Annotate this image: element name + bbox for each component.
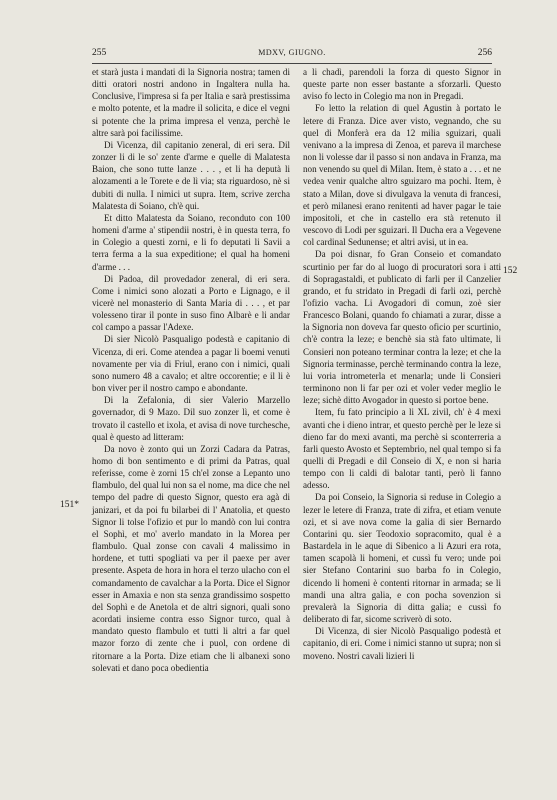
paragraph: Da poi disnar, fo Gran Conseio et comandato scurtinio per far do al luogo di procuratori sora i atti di Sopragastaldi, et publicato di farli per il Canzelier grando, et fu stridato in Pregadi di farli ozi, perchè l'ofizio vacha. Li Avogadori di comun, zoè sier Francesco Bolani, quando fo chiamati a zurar, disse a la Signoria non doveva far questo oficio per scurtinio, ch'è contra la leze; e benchè sia stà fato ultimate, li Consieri non poteano terminar contra la leze; et che la Signoria terminasse, perchè terminando contra la leze, lui voria intrometerla et menarla; unde li Consieri terminono non li far per ozi et voler veder meglio le leze; sichè ditto Avogador in questo si portoe bene. xyxy=(303,249,501,406)
page-number-left: 255 xyxy=(92,48,107,58)
paragraph: Et ditto Malatesta da Soiano, reconduto con 100 homeni d'arme a' stipendii nostri, è in questa terra, fo in Colegio a questi zorni, e li fo deputati li Savii a terra ferma a la sua expeditione; el qual ha homeni d'arme . . . xyxy=(92,212,290,272)
paragraph: a li chadì, parendoli la forza di questo Signor in queste parte non esser bastante a sforzarli. Questo aviso fo lecto in Colegio ma non in Pregadi. xyxy=(303,67,501,102)
margin-number-left: 151* xyxy=(60,500,79,510)
running-header xyxy=(92,48,492,62)
paragraph: Da poi Conseio, la Signoria si reduse in Colegio a lezer le letere di Franza, trate di zifra, et etiam venute ozi, et si ave nova come la galia di sier Bernardo Contarini qu. sier Teodoxio sopracomito, qual è a Bastardela in le aque di Sibenico a li Azuri era rota, tamen scapolà li homeni, et cussì fu vero; unde poi sier Stefano Contarini suo barba fo in Colegio, dicendo li homeni è contenti ritornar in armada; se li mandi una altra galia, e con pocha sovenzion si prevalerà la Signoria di ditta galia; e cussì fo deliberato di far, sicome scriverò di soto. xyxy=(303,492,501,625)
paragraph: Di la Zefalonia, di sier Valerio Marzello governador, di 9 Mazo. Dil suo zonzer lì, et come è trovato il castello et ixola, et avisa di nove turchesche, qual è questo ad litteram: xyxy=(92,395,290,442)
paragraph: et starà justa i mandati di la Signoria nostra; tamen di ditti oratori nostri andono in Ingaltera nulla ha. Conclusive, l'impresa si fa per Italia e sarà prestissima e molto potente, et la madre il solicita, e dice el vegni si potente che la prima impresa el venza, perchè le altre sarà poi facilissime. xyxy=(92,67,290,138)
margin-number-right: 152 xyxy=(503,266,518,276)
paragraph: Di sier Nicolò Pasqualigo podestà e capitanio di Vicenza, di eri. Come atendea a pagar li boemi venuti novamente per via di Friul, erano con i nimici, quali sono numero 48 a cavalo; et altre occorentie; e il li è bon viver per il nostro campo e abondante. xyxy=(92,334,290,394)
running-title: MDXV, GIUGNO. xyxy=(258,48,326,57)
paragraph: Di Vicenza, dil capitanio zeneral, di eri sera. Dil zonzer li di le so' zente d'arme e quelle di Malatesta Baion, che sono tutte lanze . . . , et li ha deputà li alozamenti a le Torete e de lì via; sta riguardoso, nè si dubiti di nulla. I nimici ut supra. Item, scrive zercha Malatesta di Soiano, ch'è qui. xyxy=(92,139,290,211)
paragraph: Da novo è zonto qui un Zorzi Cadara da Patras, homo di bon sentimento e di primi da Patras, qual referisse, come è zorni 15 ch'el zonse a Lepanto uno flambulo, del qual lui non sa el nome, ma dice che nel tempo del padre di questo Signor, questo era agà di janizari, et da poi fu bilarbei di l' Anatolia, et questo Signor li tolse l'ofizio et pur lo mandò con lui contra el Sophì, et mo' averlo mandato in la Morea per flambulo. Qual zonse con cavali 4 malissimo in hordene, et tutti spogliati va per il paexe per aver presente. Aspeta de hora in hora el terzo ulacho con el comandamento de cavalchar a la Porta. Dice el Signor esser in Amaxia e non sta senza grandissimo sospetto del Sophì e de Anetola et de altri signori, quali sono acordati insieme contra esso Signor turco, qual à mandato questo flambulo et tutti li altri a far quel mazor forzo di zente che i puol, con ordene di ritornare a la Porta. Dize etiam che li albanexi sono solevati et dano poca obedientia xyxy=(92,443,290,673)
header-rule xyxy=(92,63,492,64)
left-column xyxy=(92,66,290,674)
paragraph: Item, fu fato principio a li XL zivil, ch' è 4 mexi avanti che i dieno intrar, et questo perchè per le leze si dieno far do mexi avanti, ma perchè si sconterreria a farli questo Avosto et Septembrio, nel qual tempo si fa quelli di Pregadi e dil Conseio di X, e non si haria tempo con li caldi di balotar tanti, però li fanno adesso. xyxy=(303,407,501,491)
page-number-right: 256 xyxy=(477,48,492,58)
right-column xyxy=(303,66,501,662)
paragraph: Di Vicenza, di sier Nicolò Pasqualigo podestà et capitanio, di eri. Come i nimici stanno ut supra; non si moveno. Nostri cavali lizieri li xyxy=(303,626,501,661)
paragraph: Fo letto la relation di quel Agustin à portato le letere di Franza. Dice aver visto, vegnando, che su quel di Monferà era da 12 milia sguizari, quali venivano a la impresa di Zenoa, et pareva il marchese non li volesse dar il passo si non andava in Franza, ma non venendo su quel di Milan. Item, è stato a . . . et ne vedea venir qualche altro sguizaro ma pochi. Item, è stato a Milan, dove si divulgava la venuta di francesi, et però milanesi erano renitenti ad haver pagar le taie impositoli, et che in castello era stà retenuto il vescovo di Lodi per sguizari. Il Ducha era a Vegevene col cardinal Sedunense; et altri avisi, ut in ea. xyxy=(303,103,501,248)
paragraph: Di Padoa, dil provedador zeneral, di eri sera. Come i nimici sono alozati a Porto e Lignago, e il vicerè nel monasterio di Santa Maria di . . . , et par volesseno tirar il ponte in suso fino Albarè e li andar col campo a passar l'Adexe. xyxy=(92,273,290,333)
